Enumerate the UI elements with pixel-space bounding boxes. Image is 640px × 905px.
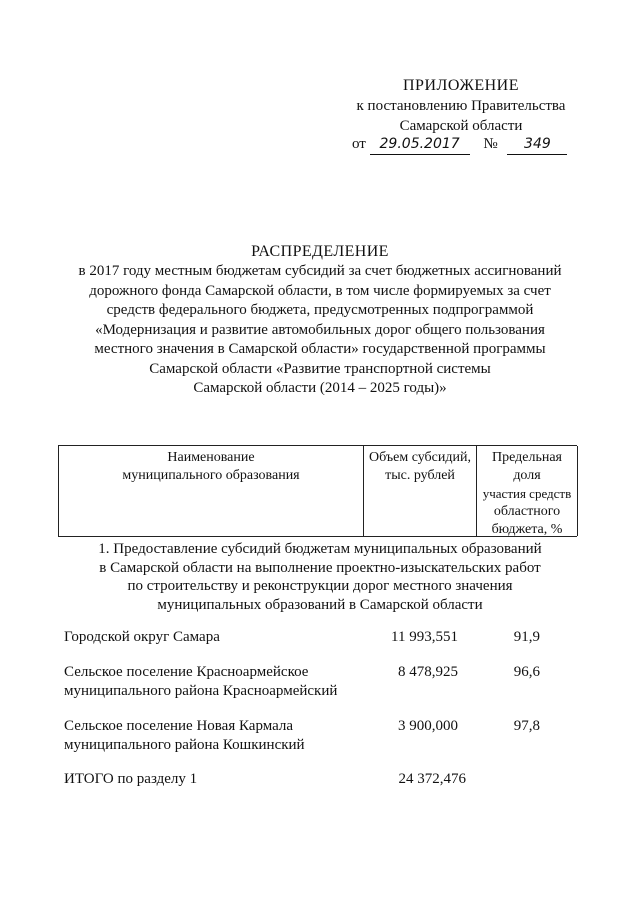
appendix-line-1: к постановлению Правительства: [356, 98, 566, 114]
table-row-sum: 3 900,000: [398, 718, 458, 734]
row-name-line: муниципального района Красноармейский: [64, 683, 338, 699]
section-line: по строительству и реконструкции дорог местного значения: [127, 578, 513, 594]
header-text: Объем субсидий,: [369, 450, 471, 465]
table-header: [58, 445, 577, 537]
handwritten-date: 29.05.2017: [370, 134, 470, 155]
table-row-share: 91,9: [513, 629, 540, 645]
table-row-name: [64, 628, 364, 647]
appendix-line-2: Самарской области: [399, 118, 523, 134]
document-subtitle: [60, 262, 580, 399]
table-row-name: [64, 663, 364, 701]
appendix-title: ПРИЛОЖЕНИЕ: [402, 77, 519, 94]
header-municipality: [59, 446, 364, 536]
subtitle-line: «Модернизация и развитие автомобильных дорог общего пользования: [95, 321, 545, 338]
header-text: доля: [513, 468, 541, 483]
section-line: 1. Предоставление субсидий бюджетам муниципальных образований: [98, 541, 542, 557]
header-text: участия средств: [482, 486, 572, 501]
header-text: муниципального образования: [122, 468, 300, 483]
from-label: от: [352, 136, 366, 152]
table-row-sum: 8 478,925: [398, 664, 458, 680]
table-row-sum: 11 993,551: [391, 629, 458, 645]
subtitle-line: средств федерального бюджета, предусмотренных подпрограммой: [106, 302, 534, 318]
table-row-name: [64, 717, 364, 755]
section-line: муниципальных образований в Самарской области: [157, 596, 483, 613]
header-share-limit: [477, 446, 578, 536]
header-text: областного: [493, 504, 561, 519]
header-text: бюджета, %: [491, 522, 563, 537]
subtitle-line: Самарской области (2014 – 2025 годы)»: [193, 380, 447, 396]
row-name-line: муниципального района Кошкинский: [64, 737, 305, 753]
header-text: тыс. рублей: [385, 468, 455, 483]
header-subsidy-amount: [364, 446, 477, 536]
handwritten-number: 349: [507, 134, 567, 155]
row-name-line: Городской округ Самара: [64, 629, 220, 645]
appendix-date-line: [352, 134, 567, 155]
document-title: РАСПРЕДЕЛЕНИЕ: [251, 243, 389, 260]
subtitle-line: в 2017 году местным бюджетам субсидий за счет бюджетных ассигнований: [78, 263, 562, 279]
subtitle-line: Самарской области «Развитие транспортной системы: [149, 360, 491, 377]
subtitle-line: местного значения в Самарской области» государственной программы: [94, 341, 546, 357]
header-text: Наименование: [167, 450, 255, 465]
section-line: в Самарской области на выполнение проектно-изыскательских работ: [99, 559, 541, 576]
header-text: Предельная: [492, 450, 562, 465]
total-sum: 24 372,476: [398, 771, 466, 787]
subtitle-line: дорожного фонда Самарской области, в том числе формируемых за счет: [89, 282, 551, 299]
number-label: №: [483, 136, 498, 152]
table-row-share: 97,8: [513, 718, 540, 734]
row-name-line: Сельское поселение Новая Кармала: [64, 718, 294, 734]
table-row-share: 96,6: [513, 664, 540, 680]
row-name-line: Сельское поселение Красноармейское: [64, 664, 309, 680]
appendix-block: [330, 76, 592, 136]
total-label: ИТОГО по разделу 1: [64, 771, 198, 787]
section-title: [70, 540, 570, 614]
